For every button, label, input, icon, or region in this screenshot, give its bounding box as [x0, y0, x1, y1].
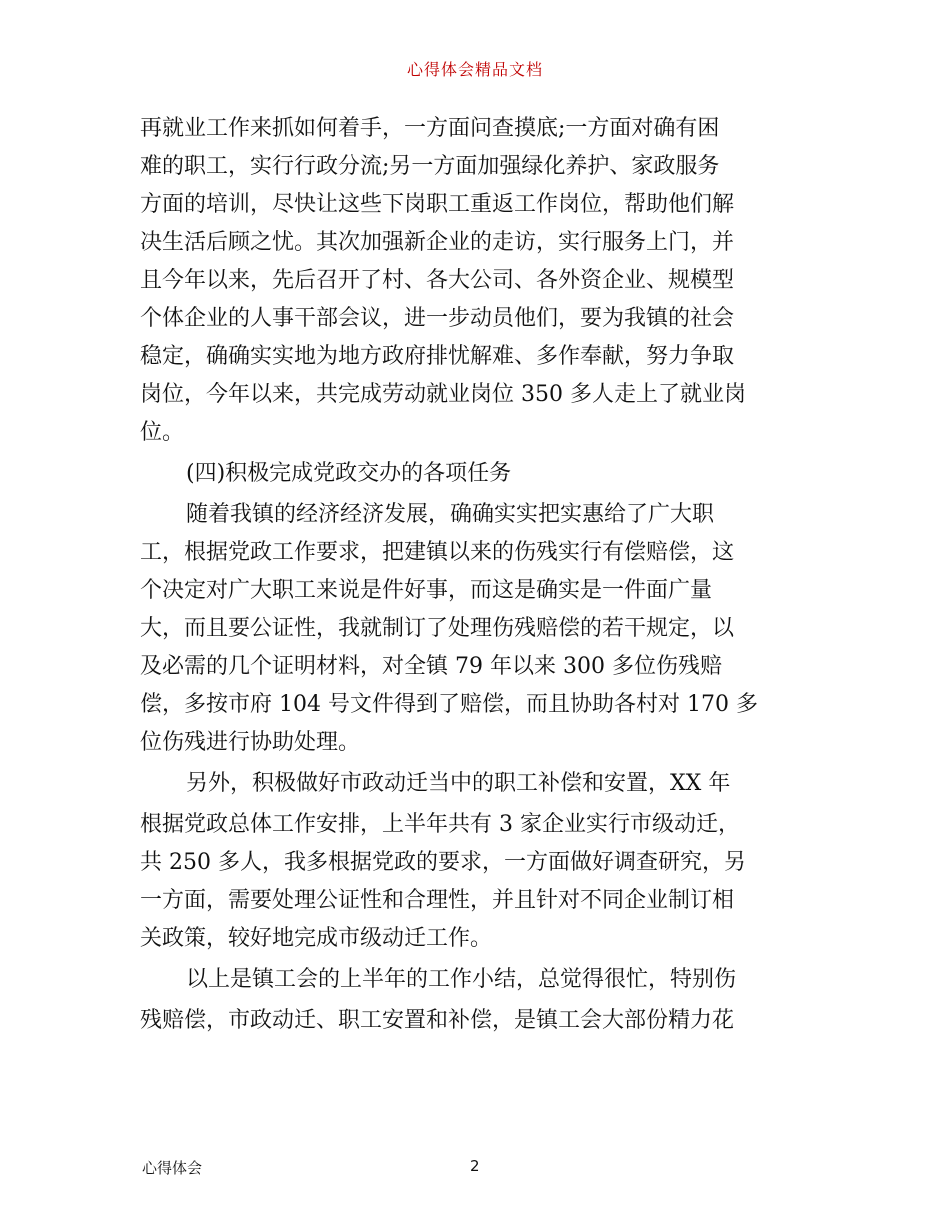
text-line: 及必需的几个证明材料，对全镇 79 年以来 300 多位伤残赔 [140, 654, 722, 679]
text-line: 个体企业的人事干部会议，进一步动员他们，要为我镇的社会 [140, 306, 735, 331]
paragraph [140, 110, 812, 452]
document-body [140, 110, 812, 1040]
text-line: 且今年以来，先后召开了村、各大公司、各外资企业、规模型 [140, 268, 735, 293]
text-line: 个决定对广大职工来说是件好事，而这是确实是一件面广量 [140, 578, 713, 603]
page-number: 2 [470, 1157, 480, 1175]
text-line: 另外，积极做好市政动迁当中的职工补偿和安置，XX 年 [186, 771, 731, 796]
section-heading-block [140, 452, 812, 496]
text-line: 再就业工作来抓如何着手，一方面问查摸底;一方面对确有困 [140, 116, 720, 141]
text-line: 难的职工，实行行政分流;另一方面加强绿化养护、家政服务 [140, 154, 720, 179]
section-heading: (四)积极完成党政交办的各项任务 [186, 461, 512, 486]
text-line: 位伤残进行协助处理。 [140, 730, 361, 755]
text-line: 工，根据党政工作要求，把建镇以来的伤残实行有偿赔偿，这 [140, 540, 735, 565]
paragraph [140, 958, 812, 1040]
text-line: 根据党政总体工作安排，上半年共有 3 家企业实行市级动迁， [140, 812, 740, 837]
text-line: 一方面，需要处理公证性和合理性，并且针对不同企业制订相 [140, 888, 735, 913]
paragraph [140, 496, 812, 762]
paragraph [140, 762, 812, 958]
text-line: 稳定，确确实实地为地方政府排忧解难、多作奉献，努力争取 [140, 344, 735, 369]
text-line: 岗位，今年以来，共完成劳动就业岗位 350 多人走上了就业岗 [140, 382, 746, 407]
text-line: 随着我镇的经济经济发展，确确实实把实惠给了广大职 [186, 502, 715, 527]
document-header: 心得体会精品文档 [406, 60, 543, 79]
footer-label: 心得体会 [142, 1159, 203, 1177]
text-line: 位。 [140, 420, 185, 445]
text-line: 残赔偿，市政动迁、职工安置和补偿，是镇工会大部份精力花 [140, 1008, 735, 1033]
text-line: 决生活后顾之忧。其次加强新企业的走访，实行服务上门，并 [140, 230, 735, 255]
text-line: 偿，多按市府 104 号文件得到了赔偿，而且协助各村对 170 多 [140, 692, 758, 717]
text-line: 关政策，较好地完成市级动迁工作。 [140, 926, 493, 951]
text-line: 以上是镇工会的上半年的工作小结，总觉得很忙，特别伤 [186, 967, 737, 992]
text-line: 方面的培训，尽快让这些下岗职工重返工作岗位，帮助他们解 [140, 192, 735, 217]
text-line: 共 250 多人，我多根据党政的要求，一方面做好调查研究，另 [140, 850, 746, 875]
text-line: 大，而且要公证性，我就制订了处理伤残赔偿的若干规定，以 [140, 616, 735, 641]
